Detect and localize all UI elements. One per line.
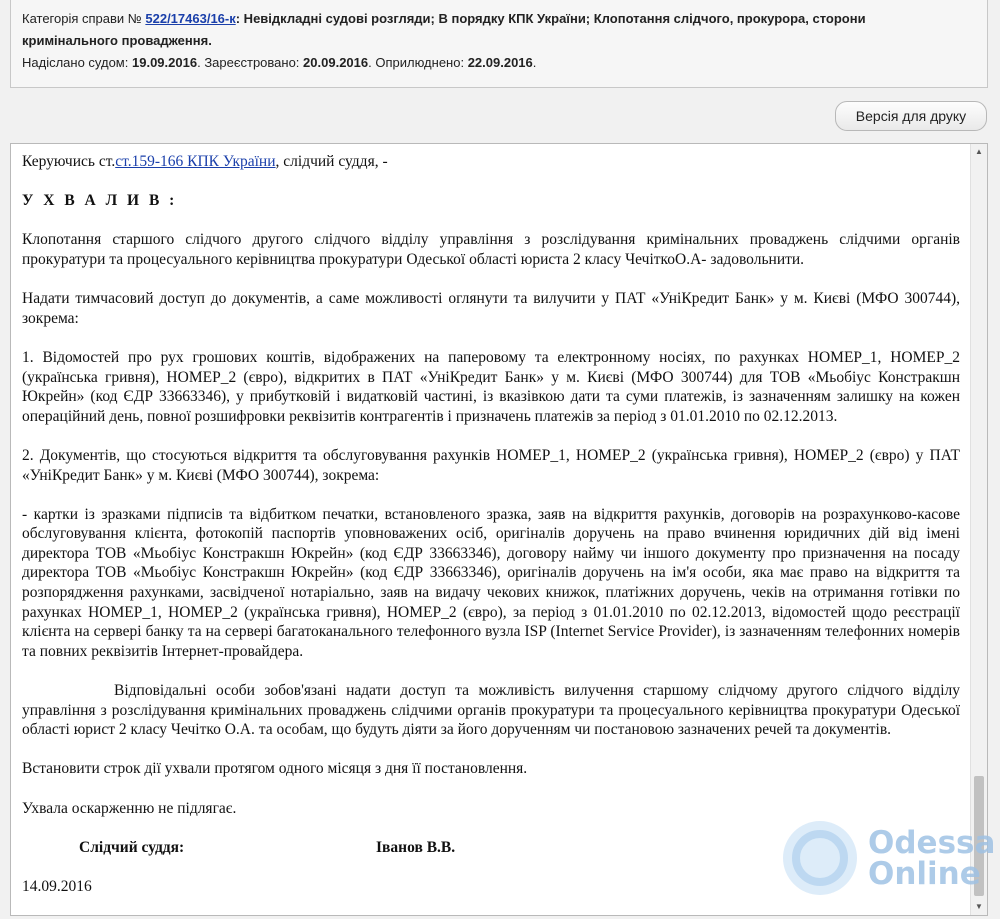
intro-before: Керуючись ст.: [22, 153, 116, 170]
published-label: Оприлюднено:: [375, 55, 465, 70]
sent-label: Надіслано судом:: [22, 55, 129, 70]
vertical-scrollbar[interactable]: [970, 144, 987, 915]
published-date: 22.09.2016: [467, 55, 533, 70]
paragraph-1: Клопотання старшого слідчого другого слідчого відділу управління з розслідування кримінальних проваджень слідчими органів прокуратури та процесуального керівництва прокуратури Одеської області юриста 2 класу ЧечіткоО.А- задовольнити.: [22, 231, 960, 268]
intro-paragraph: [22, 152, 960, 172]
category-label: Категорія справи №: [22, 11, 142, 26]
document-frame[interactable]: [10, 143, 988, 916]
case-category-line: [22, 8, 976, 52]
print-version-button[interactable]: Версія для друку: [835, 101, 987, 131]
law-article-link[interactable]: ст.159-166 КПК України: [115, 153, 276, 170]
scroll-down-arrow-icon[interactable]: ▼: [975, 902, 983, 911]
registered-date: 20.09.2016: [303, 55, 369, 70]
paragraph-8: Ухвала оскарженню не підлягає.: [22, 799, 237, 817]
watermark-text: [868, 825, 996, 892]
paragraph-6: Відповідальні особи зобов'язані надати доступ та можливість вилучення старшому слідчому другого слідчого відділу управління з розслідування кримінальних проваджень слідчими органів прокуратури та процесуального керівництва прокуратури Одеської області юрист 2 класу Чечітко О.А. та особам, що будуть діяти за його дорученням чи постановою зазначених речей та документів.: [22, 682, 960, 739]
intro-after: , слідчий суддя, -: [275, 153, 388, 170]
category-text: : Невідкладні судові розгляди; В порядку КПК України; Клопотання слідчого, прокурора, сторони: [235, 11, 866, 26]
case-dates-line: Надіслано судом: 19.09.2016. Зареєстровано: 20.09.2016. Оприлюднено: 22.09.2016.: [22, 55, 537, 70]
paragraph-7: Встановити строк дії ухвали протягом одного місяця з дня її постановлення.: [22, 760, 528, 778]
scroll-up-arrow-icon[interactable]: ▲: [975, 147, 983, 156]
document-date: 14.09.2016: [22, 878, 92, 896]
document-text: [22, 152, 960, 897]
category-text-line2: кримінального провадження.: [22, 33, 212, 48]
registered-label: Зареєстровано:: [204, 55, 300, 70]
case-header: [10, 0, 988, 88]
signature-title: Слідчий суддя:: [79, 838, 185, 856]
watermark-line1: Odessa: [868, 825, 996, 861]
paragraph-5: - картки із зразками підписів та відбитком печатки, встановленого зразка, заяв на відкриття рахунків, договорів на розрахунково-касове обслуговування клієнта, фотокопій паспортів уповноважених осіб, оригіналів доручень на право вчинення юридичних дій від імені директора ТОВ «Мьобіус Констракшн Юкрейн» (код ЄДР 33663346), договору найму чи іншого документу про призначення на посаду директора ТОВ «Мьобіус Констракшн Юкрейн» (код ЄДР 33663346), оригіналів доручень на ім'я особи, яка має право на відкриття та розпорядження рахунками, засвідченої нотаріально, заяв на видачу чекових книжок, платіжних доручень, чеків на отримання готівки по рахунках НОМЕР_1, НОМЕР_2 (українська гривня), НОМЕР_2 (євро), за період з 01.01.2010 по 02.12.2013, відомостей щодо реєстрації клієнта на сервері банку та на сервері багатоканального телефонного вузла ISP (Internet Service Provider), із зазначенням телефонних номерів та повних реквізитів Інтернет-провайдера.: [22, 505, 960, 660]
signature-name: Іванов В.В.: [376, 838, 456, 856]
paragraph-3: 1. Відомостей про рух грошових коштів, відображених на паперовому та електронному носіях, по рахунках НОМЕР_1, НОМЕР_2 (українська гривня), НОМЕР_2 (євро), відкритих в ПАТ «УніКредит Банк» у м. Києві (МФО 300744) для ТОВ «Мьобіус Констракшн Юкрейн» (код ЄДР 33663346), у прибутковій і видатковій частині, із вказівкою дати та суми платежів, із зазначенням залишку на кожен операційний день, повної розшифровки реквізитів контрагентів і призначень платежів за період з 01.01.2010 по 02.12.2013.: [22, 348, 960, 425]
sent-date: 19.09.2016: [132, 55, 198, 70]
ruling-heading: У Х В А Л И В :: [22, 192, 178, 210]
paragraph-4: 2. Документів, що стосуються відкриття та обслуговування рахунків НОМЕР_1, НОМЕР_2 (українська гривня), НОМЕР_2 (євро) у ПАТ «УніКредит Банк» у м. Києві (МФО 300744), зокрема:: [22, 446, 960, 484]
watermark-circle-icon: [780, 818, 862, 896]
watermark-logo: [780, 818, 996, 896]
watermark-line2: Online: [868, 856, 981, 892]
paragraph-2: Надати тимчасовий доступ до документів, а саме можливості оглянути та вилучити у ПАТ «УніКредит Банк» у м. Києві (МФО 300744), зокрема:: [22, 290, 960, 327]
case-number-link[interactable]: 522/17463/16-к: [145, 11, 236, 26]
